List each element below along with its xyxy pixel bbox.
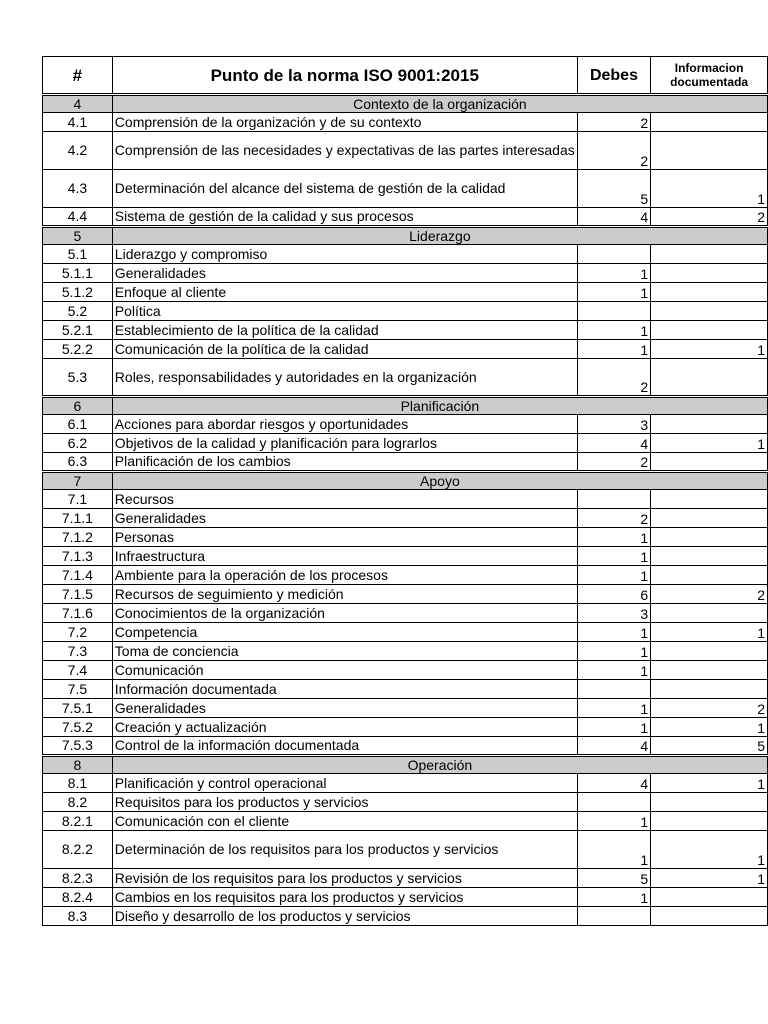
section-number: 6 <box>43 397 113 415</box>
row-number: 7.1.5 <box>43 585 113 604</box>
table-row <box>43 812 768 831</box>
table-row <box>43 680 768 699</box>
row-info: 1 <box>651 340 768 359</box>
table-row <box>43 170 768 208</box>
table-row <box>43 208 768 227</box>
section-header-row <box>43 227 768 245</box>
row-info: 1 <box>651 831 768 869</box>
row-title: Ambiente para la operación de los procesos <box>112 566 577 585</box>
table-row <box>43 509 768 528</box>
row-number: 7.5.3 <box>43 737 113 756</box>
table-row <box>43 623 768 642</box>
table-row <box>43 604 768 623</box>
row-number: 4.4 <box>43 208 113 227</box>
row-number: 8.2.2 <box>43 831 113 869</box>
section-title: Operación <box>112 756 767 774</box>
table-row <box>43 283 768 302</box>
row-title: Objetivos de la calidad y planificación para lograrlos <box>112 434 577 453</box>
row-number: 8.2.3 <box>43 869 113 888</box>
row-info <box>651 321 768 340</box>
row-debes: 4 <box>577 774 650 793</box>
table-row <box>43 585 768 604</box>
table-row <box>43 547 768 566</box>
row-number: 7.1.1 <box>43 509 113 528</box>
row-info <box>651 793 768 812</box>
row-number: 5.1.2 <box>43 283 113 302</box>
header-row <box>43 57 768 95</box>
row-info <box>651 604 768 623</box>
table-row <box>43 490 768 509</box>
row-title: Planificación y control operacional <box>112 774 577 793</box>
row-number: 4.2 <box>43 132 113 170</box>
table-row <box>43 264 768 283</box>
row-title: Comunicación con el cliente <box>112 812 577 831</box>
row-number: 8.1 <box>43 774 113 793</box>
row-info <box>651 907 768 926</box>
row-debes: 4 <box>577 208 650 227</box>
row-title: Cambios en los requisitos para los productos y servicios <box>112 888 577 907</box>
row-debes <box>577 680 650 699</box>
section-title: Contexto de la organización <box>112 95 767 113</box>
iso-requirements-table <box>42 56 768 926</box>
row-title: Personas <box>112 528 577 547</box>
row-debes <box>577 490 650 509</box>
row-info: 1 <box>651 718 768 737</box>
row-number: 5.2 <box>43 302 113 321</box>
row-number: 8.2.4 <box>43 888 113 907</box>
row-debes: 4 <box>577 434 650 453</box>
row-info <box>651 245 768 264</box>
section-header-row <box>43 756 768 774</box>
table-row <box>43 359 768 397</box>
row-info: 2 <box>651 208 768 227</box>
table-row <box>43 528 768 547</box>
row-info <box>651 566 768 585</box>
row-title: Acciones para abordar riesgos y oportunidades <box>112 415 577 434</box>
row-title: Infraestructura <box>112 547 577 566</box>
row-number: 8.3 <box>43 907 113 926</box>
row-number: 7.1.6 <box>43 604 113 623</box>
row-info <box>651 528 768 547</box>
row-debes: 4 <box>577 737 650 756</box>
row-title: Control de la información documentada <box>112 737 577 756</box>
row-info: 2 <box>651 699 768 718</box>
row-info <box>651 661 768 680</box>
row-info <box>651 302 768 321</box>
row-title: Determinación del alcance del sistema de gestión de la calidad <box>112 170 577 208</box>
header-number: # <box>43 57 113 95</box>
row-title: Determinación de los requisitos para los productos y servicios <box>112 831 577 869</box>
row-title: Enfoque al cliente <box>112 283 577 302</box>
row-info <box>651 132 768 170</box>
row-info <box>651 415 768 434</box>
row-debes: 1 <box>577 812 650 831</box>
row-info: 1 <box>651 869 768 888</box>
row-debes: 1 <box>577 321 650 340</box>
header-title: Punto de la norma ISO 9001:2015 <box>112 57 577 95</box>
table-row <box>43 907 768 926</box>
row-title: Creación y actualización <box>112 718 577 737</box>
row-debes: 2 <box>577 359 650 397</box>
row-info <box>651 490 768 509</box>
table-row <box>43 566 768 585</box>
row-debes: 6 <box>577 585 650 604</box>
row-number: 8.2.1 <box>43 812 113 831</box>
row-debes: 2 <box>577 113 650 132</box>
row-debes: 2 <box>577 509 650 528</box>
row-title: Sistema de gestión de la calidad y sus procesos <box>112 208 577 227</box>
table-row <box>43 642 768 661</box>
row-info <box>651 453 768 472</box>
table-row <box>43 869 768 888</box>
row-title: Toma de conciencia <box>112 642 577 661</box>
row-debes: 3 <box>577 415 650 434</box>
section-number: 7 <box>43 472 113 490</box>
table-row <box>43 793 768 812</box>
row-info <box>651 642 768 661</box>
row-debes: 5 <box>577 170 650 208</box>
row-debes: 1 <box>577 699 650 718</box>
row-debes: 1 <box>577 283 650 302</box>
table-row <box>43 132 768 170</box>
row-number: 7.1.4 <box>43 566 113 585</box>
row-title: Requisitos para los productos y servicios <box>112 793 577 812</box>
row-info <box>651 113 768 132</box>
row-number: 6.3 <box>43 453 113 472</box>
row-debes: 1 <box>577 642 650 661</box>
row-info <box>651 264 768 283</box>
row-debes: 2 <box>577 453 650 472</box>
row-debes <box>577 245 650 264</box>
row-title: Comunicación <box>112 661 577 680</box>
header-debes: Debes <box>577 57 650 95</box>
row-title: Generalidades <box>112 699 577 718</box>
row-info <box>651 680 768 699</box>
row-number: 7.5.2 <box>43 718 113 737</box>
table-row <box>43 774 768 793</box>
row-title: Liderazgo y compromiso <box>112 245 577 264</box>
row-debes: 1 <box>577 547 650 566</box>
table-row <box>43 340 768 359</box>
section-number: 4 <box>43 95 113 113</box>
table-row <box>43 737 768 756</box>
row-info: 1 <box>651 170 768 208</box>
row-info: 1 <box>651 774 768 793</box>
row-title: Política <box>112 302 577 321</box>
row-number: 4.3 <box>43 170 113 208</box>
row-debes: 1 <box>577 566 650 585</box>
row-number: 7.1.3 <box>43 547 113 566</box>
row-number: 7.3 <box>43 642 113 661</box>
row-title: Planificación de los cambios <box>112 453 577 472</box>
row-title: Conocimientos de la organización <box>112 604 577 623</box>
row-title: Roles, responsabilidades y autoridades en la organización <box>112 359 577 397</box>
section-title: Apoyo <box>112 472 767 490</box>
row-number: 7.5.1 <box>43 699 113 718</box>
section-header-row <box>43 95 768 113</box>
row-debes: 1 <box>577 888 650 907</box>
row-title: Generalidades <box>112 509 577 528</box>
row-number: 7.1 <box>43 490 113 509</box>
header-info: Informacion documentada <box>651 57 768 95</box>
row-number: 6.1 <box>43 415 113 434</box>
row-info <box>651 509 768 528</box>
row-debes: 1 <box>577 340 650 359</box>
table-row <box>43 113 768 132</box>
row-info: 1 <box>651 434 768 453</box>
row-info: 1 <box>651 623 768 642</box>
table-row <box>43 302 768 321</box>
table-row <box>43 415 768 434</box>
row-number: 7.5 <box>43 680 113 699</box>
table-row <box>43 661 768 680</box>
row-title: Competencia <box>112 623 577 642</box>
table-row <box>43 321 768 340</box>
row-number: 7.4 <box>43 661 113 680</box>
row-debes: 1 <box>577 528 650 547</box>
table-row <box>43 699 768 718</box>
row-title: Comprensión de las necesidades y expectativas de las partes interesadas <box>112 132 577 170</box>
row-debes <box>577 302 650 321</box>
row-number: 5.1 <box>43 245 113 264</box>
row-debes <box>577 907 650 926</box>
row-info: 2 <box>651 585 768 604</box>
row-debes: 3 <box>577 604 650 623</box>
row-number: 5.3 <box>43 359 113 397</box>
row-title: Revisión de los requisitos para los productos y servicios <box>112 869 577 888</box>
row-title: Generalidades <box>112 264 577 283</box>
row-number: 4.1 <box>43 113 113 132</box>
row-debes: 1 <box>577 661 650 680</box>
table-row <box>43 245 768 264</box>
table-row <box>43 718 768 737</box>
row-info <box>651 812 768 831</box>
table-row <box>43 831 768 869</box>
row-number: 5.1.1 <box>43 264 113 283</box>
row-number: 5.2.1 <box>43 321 113 340</box>
row-number: 5.2.2 <box>43 340 113 359</box>
section-number: 5 <box>43 227 113 245</box>
row-info <box>651 283 768 302</box>
row-number: 8.2 <box>43 793 113 812</box>
row-info <box>651 547 768 566</box>
row-title: Establecimiento de la política de la calidad <box>112 321 577 340</box>
row-debes: 1 <box>577 718 650 737</box>
row-number: 7.1.2 <box>43 528 113 547</box>
section-title: Liderazgo <box>112 227 767 245</box>
row-title: Información documentada <box>112 680 577 699</box>
section-number: 8 <box>43 756 113 774</box>
row-title: Recursos <box>112 490 577 509</box>
row-title: Comprensión de la organización y de su contexto <box>112 113 577 132</box>
row-debes: 1 <box>577 623 650 642</box>
row-debes: 2 <box>577 132 650 170</box>
section-header-row <box>43 397 768 415</box>
row-debes: 1 <box>577 831 650 869</box>
row-number: 6.2 <box>43 434 113 453</box>
row-debes: 1 <box>577 264 650 283</box>
row-title: Recursos de seguimiento y medición <box>112 585 577 604</box>
row-debes <box>577 793 650 812</box>
table-row <box>43 888 768 907</box>
row-info <box>651 359 768 397</box>
table-row <box>43 434 768 453</box>
row-title: Comunicación de la política de la calidad <box>112 340 577 359</box>
row-number: 7.2 <box>43 623 113 642</box>
row-info: 5 <box>651 737 768 756</box>
row-debes: 5 <box>577 869 650 888</box>
table-row <box>43 453 768 472</box>
row-info <box>651 888 768 907</box>
section-title: Planificación <box>112 397 767 415</box>
section-header-row <box>43 472 768 490</box>
row-title: Diseño y desarrollo de los productos y servicios <box>112 907 577 926</box>
